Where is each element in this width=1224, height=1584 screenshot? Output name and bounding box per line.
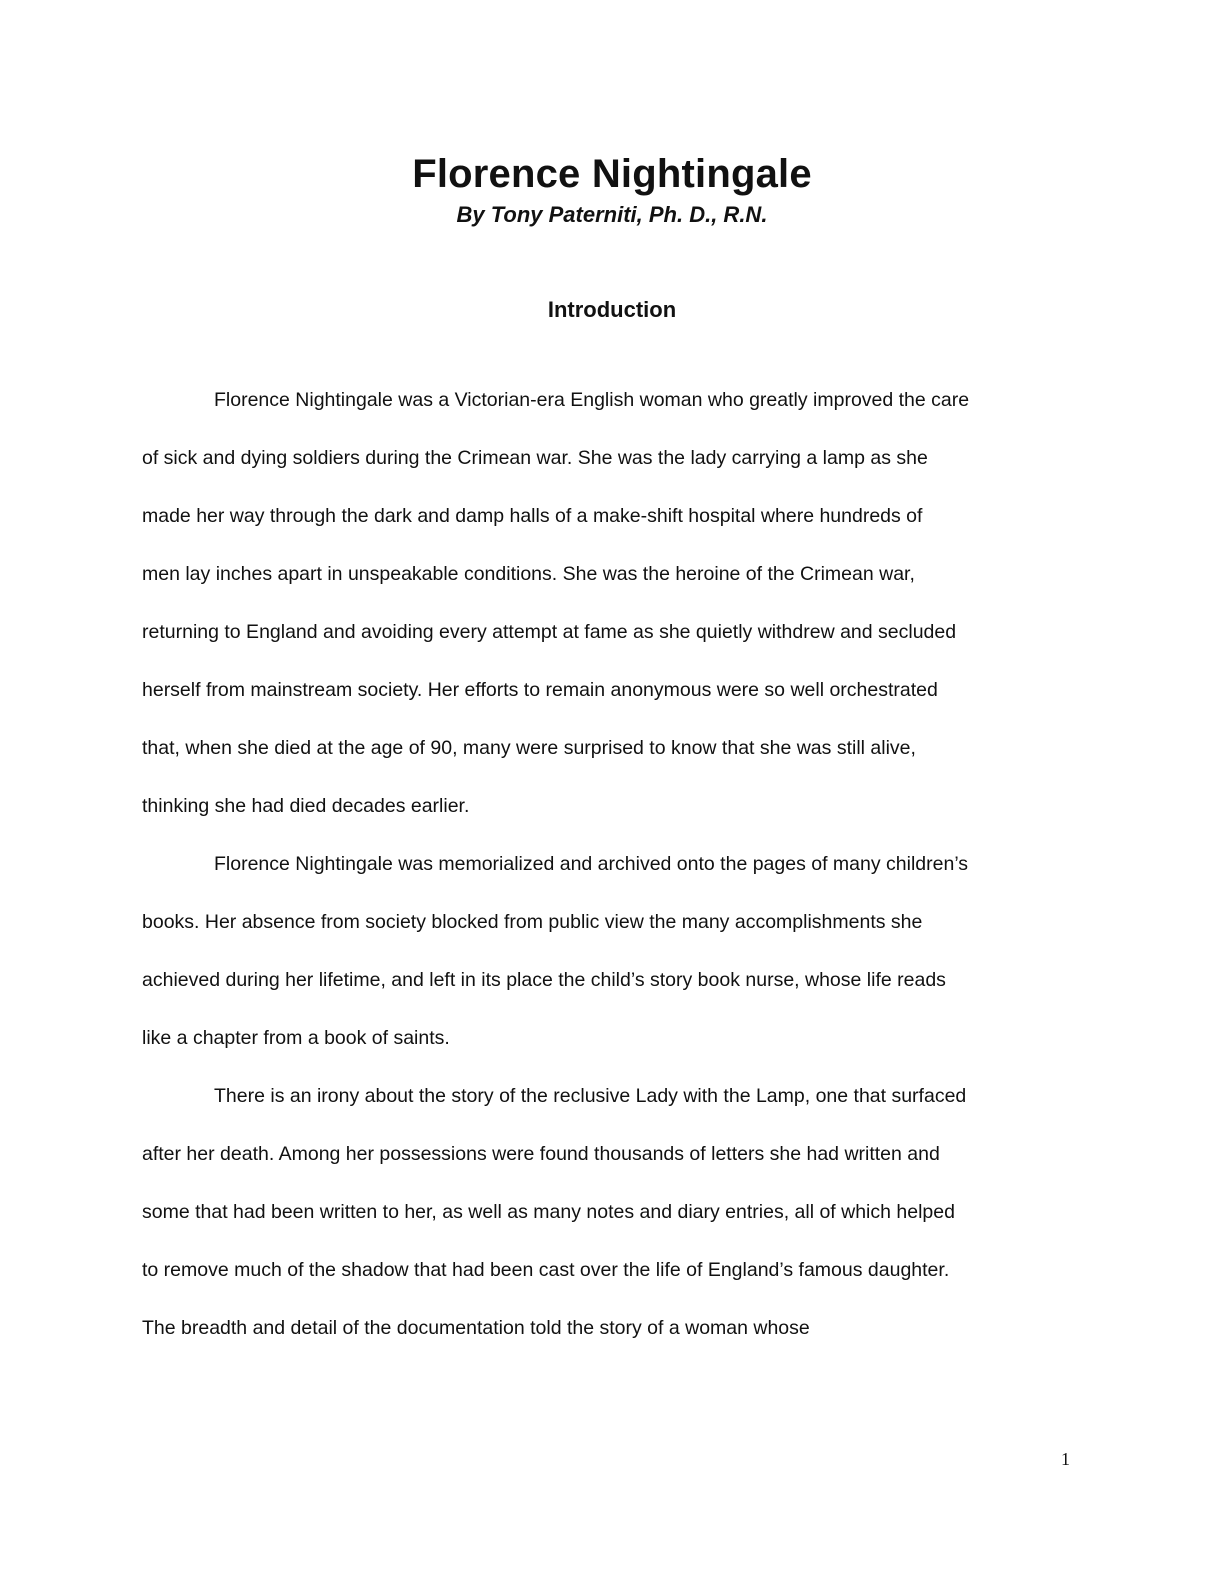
text-line: Florence Nightingale was a Victorian-era English woman who greatly improved the care xyxy=(214,389,970,411)
page-number: 1 xyxy=(1061,1449,1070,1469)
text-line: like a chapter from a book of saints. xyxy=(142,1027,450,1049)
text-line: that, when she died at the age of 90, many were surprised to know that she was still alive, xyxy=(142,737,916,759)
paragraph xyxy=(142,848,1082,1080)
document-body xyxy=(142,384,1082,1370)
text-line: There is an irony about the story of the reclusive Lady with the Lamp, one that surfaced xyxy=(214,1085,967,1107)
text-line: after her death. Among her possessions were found thousands of letters she had written and xyxy=(142,1143,940,1165)
document-title: Florence Nightingale xyxy=(412,152,812,196)
text-line: The breadth and detail of the documentation told the story of a woman whose xyxy=(142,1317,810,1339)
text-line: of sick and dying soldiers during the Crimean war. She was the lady carrying a lamp as she xyxy=(142,447,928,469)
text-line: made her way through the dark and damp halls of a make-shift hospital where hundreds of xyxy=(142,505,923,527)
text-line: returning to England and avoiding every attempt at fame as she quietly withdrew and secluded xyxy=(142,621,957,643)
text-line: thinking she had died decades earlier. xyxy=(142,795,470,817)
text-line: men lay inches apart in unspeakable conditions. She was the heroine of the Crimean war, xyxy=(142,563,915,585)
section-heading: Introduction xyxy=(547,297,677,322)
text-line: achieved during her lifetime, and left in its place the child’s story book nurse, whose life reads xyxy=(142,969,946,991)
text-line: some that had been written to her, as well as many notes and diary entries, all of which helped xyxy=(142,1201,955,1223)
text-line: herself from mainstream society. Her efforts to remain anonymous were so well orchestrated xyxy=(142,679,938,701)
text-line: Florence Nightingale was memorialized and archived onto the pages of many children’s xyxy=(214,853,969,875)
paragraph xyxy=(142,1080,1082,1370)
paragraph xyxy=(142,384,1082,848)
author-byline: By Tony Paterniti, Ph. D., R.N. xyxy=(456,202,768,227)
text-line: to remove much of the shadow that had been cast over the life of England’s famous daughter. xyxy=(142,1259,950,1281)
text-line: books. Her absence from society blocked from public view the many accomplishments she xyxy=(142,911,923,933)
